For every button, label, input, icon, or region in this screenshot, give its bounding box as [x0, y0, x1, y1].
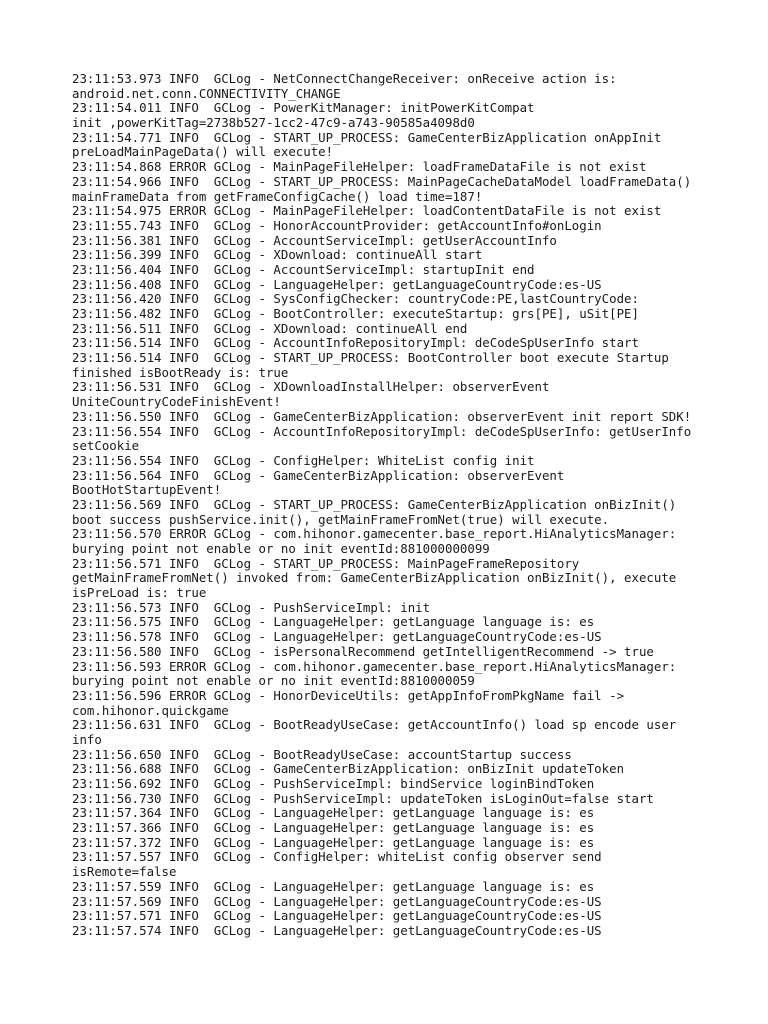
- log-line: init ,powerKitTag=2738b527-1cc2-47c9-a743-90585a4098d0: [72, 115, 475, 131]
- log-line: 23:11:56.571 INFO GCLog - START_UP_PROCESS: MainPageFrameRepository: [72, 555, 580, 571]
- log-line: 23:11:56.578 INFO GCLog - LanguageHelper: getLanguageCountryCode:es-US: [72, 629, 602, 645]
- log-line: android.net.conn.CONNECTIVITY_CHANGE: [72, 85, 341, 101]
- log-line: 23:11:56.631 INFO GCLog - BootReadyUseCase: getAccountInfo() load sp encode user: [72, 717, 677, 733]
- log-line: boot success pushService.init(), getMainFrameFromNet(true) will execute.: [72, 511, 610, 527]
- log-line: 23:11:56.650 INFO GCLog - BootReadyUseCase: accountStartup success: [72, 746, 572, 762]
- log-line: 23:11:56.730 INFO GCLog - PushServiceImpl: updateToken isLoginOut=false start: [72, 790, 654, 806]
- log-line: 23:11:56.408 INFO GCLog - LanguageHelper: getLanguageCountryCode:es-US: [72, 276, 602, 292]
- log-line: 23:11:56.688 INFO GCLog - GameCenterBizApplication: onBizInit updateToken: [72, 761, 625, 777]
- log-line: setCookie: [72, 438, 140, 454]
- log-line: 23:11:56.554 INFO GCLog - AccountInfoRepositoryImpl: deCodeSpUserInfo: getUserInfo: [72, 423, 692, 439]
- log-line: mainFrameData from getFrameConfigCache() load time=187!: [72, 188, 483, 204]
- log-line: BootHotStartupEvent!: [72, 482, 222, 498]
- log-line: 23:11:57.559 INFO GCLog - LanguageHelper: getLanguage language is: es: [72, 878, 595, 894]
- log-line: 23:11:56.596 ERROR GCLog - HonorDeviceUtils: getAppInfoFromPkgName fail ->: [72, 687, 625, 703]
- log-line: 23:11:55.743 INFO GCLog - HonorAccountProvider: getAccountInfo#onLogin: [72, 217, 602, 233]
- log-line: 23:11:57.569 INFO GCLog - LanguageHelper: getLanguageCountryCode:es-US: [72, 893, 602, 909]
- log-line: 23:11:56.570 ERROR GCLog - com.hihonor.gamecenter.base_report.HiAnalyticsManager:: [72, 526, 677, 542]
- log-line: 23:11:53.973 INFO GCLog - NetConnectChangeReceiver: onReceive action is:: [72, 71, 617, 86]
- log-line: 23:11:57.557 INFO GCLog - ConfigHelper: whiteList config observer send: [72, 849, 602, 865]
- log-line: 23:11:56.593 ERROR GCLog - com.hihonor.gamecenter.base_report.HiAnalyticsManager:: [72, 658, 677, 674]
- log-line: UniteCountryCodeFinishEvent!: [72, 394, 281, 410]
- log-line: 23:11:56.564 INFO GCLog - GameCenterBizApplication: observerEvent: [72, 467, 565, 483]
- log-line: 23:11:54.868 ERROR GCLog - MainPageFileHelper: loadFrameDataFile is not exist: [72, 159, 647, 175]
- log-line: 23:11:56.531 INFO GCLog - XDownloadInstallHelper: observerEvent: [72, 379, 550, 395]
- log-line: 23:11:56.550 INFO GCLog - GameCenterBizApplication: observerEvent init report SDK!: [72, 408, 692, 424]
- log-line: 23:11:57.366 INFO GCLog - LanguageHelper: getLanguage language is: es: [72, 820, 595, 836]
- log-line: 23:11:56.580 INFO GCLog - isPersonalRecommend getIntelligentRecommend -> true: [72, 643, 654, 659]
- log-line: com.hihonor.quickgame: [72, 702, 229, 718]
- log-line: info: [72, 731, 102, 747]
- log-line: 23:11:56.573 INFO GCLog - PushServiceImpl: init: [72, 599, 431, 615]
- log-line: 23:11:56.420 INFO GCLog - SysConfigChecker: countryCode:PE,lastCountryCode:: [72, 291, 639, 307]
- log-line: burying point not enable or no init eventId:881000000099: [72, 541, 490, 556]
- log-line: finished isBootReady is: true: [72, 364, 289, 380]
- log-line: getMainFrameFromNet() invoked from: GameCenterBizApplication onBizInit(), execute: [72, 570, 677, 586]
- log-line: 23:11:57.372 INFO GCLog - LanguageHelper: getLanguage language is: es: [72, 834, 595, 850]
- log-line: 23:11:57.574 INFO GCLog - LanguageHelper: getLanguageCountryCode:es-US: [72, 922, 602, 938]
- log-line: 23:11:56.404 INFO GCLog - AccountServiceImpl: startupInit end: [72, 261, 535, 277]
- log-line: 23:11:54.011 INFO GCLog - PowerKitManager: initPowerKitCompat: [72, 100, 535, 116]
- log-line: preLoadMainPageData() will execute!: [72, 144, 334, 160]
- log-line: 23:11:54.771 INFO GCLog - START_UP_PROCESS: GameCenterBizApplication onAppInit: [72, 129, 662, 145]
- log-text-block: [72, 72, 712, 939]
- log-line: 23:11:54.975 ERROR GCLog - MainPageFileHelper: loadContentDataFile is not exist: [72, 203, 662, 219]
- log-line: 23:11:56.514 INFO GCLog - START_UP_PROCESS: BootController boot execute Startup: [72, 350, 669, 366]
- log-line: 23:11:56.554 INFO GCLog - ConfigHelper: WhiteList config init: [72, 452, 535, 468]
- log-line: 23:11:56.569 INFO GCLog - START_UP_PROCESS: GameCenterBizApplication onBizInit(): [72, 496, 677, 512]
- log-line: 23:11:54.966 INFO GCLog - START_UP_PROCESS: MainPageCacheDataModel loadFrameData(): [72, 173, 692, 189]
- log-line: 23:11:56.514 INFO GCLog - AccountInfoRepositoryImpl: deCodeSpUserInfo start: [72, 335, 639, 351]
- log-line: 23:11:56.381 INFO GCLog - AccountServiceImpl: getUserAccountInfo: [72, 232, 557, 248]
- log-line: isRemote=false: [72, 864, 177, 880]
- log-line: 23:11:56.511 INFO GCLog - XDownload: continueAll end: [72, 320, 468, 336]
- log-line: 23:11:56.692 INFO GCLog - PushServiceImpl: bindService loginBindToken: [72, 776, 595, 791]
- log-line: 23:11:57.364 INFO GCLog - LanguageHelper: getLanguage language is: es: [72, 805, 595, 821]
- log-line: 23:11:56.482 INFO GCLog - BootController: executeStartup: grs[PE], uSit[PE]: [72, 306, 639, 321]
- log-line: 23:11:57.571 INFO GCLog - LanguageHelper: getLanguageCountryCode:es-US: [72, 908, 602, 924]
- log-line: isPreLoad is: true: [72, 585, 207, 601]
- log-line: 23:11:56.575 INFO GCLog - LanguageHelper: getLanguage language is: es: [72, 614, 595, 630]
- log-line: burying point not enable or no init eventId:8810000059: [72, 673, 475, 689]
- log-line: 23:11:56.399 INFO GCLog - XDownload: continueAll start: [72, 247, 483, 263]
